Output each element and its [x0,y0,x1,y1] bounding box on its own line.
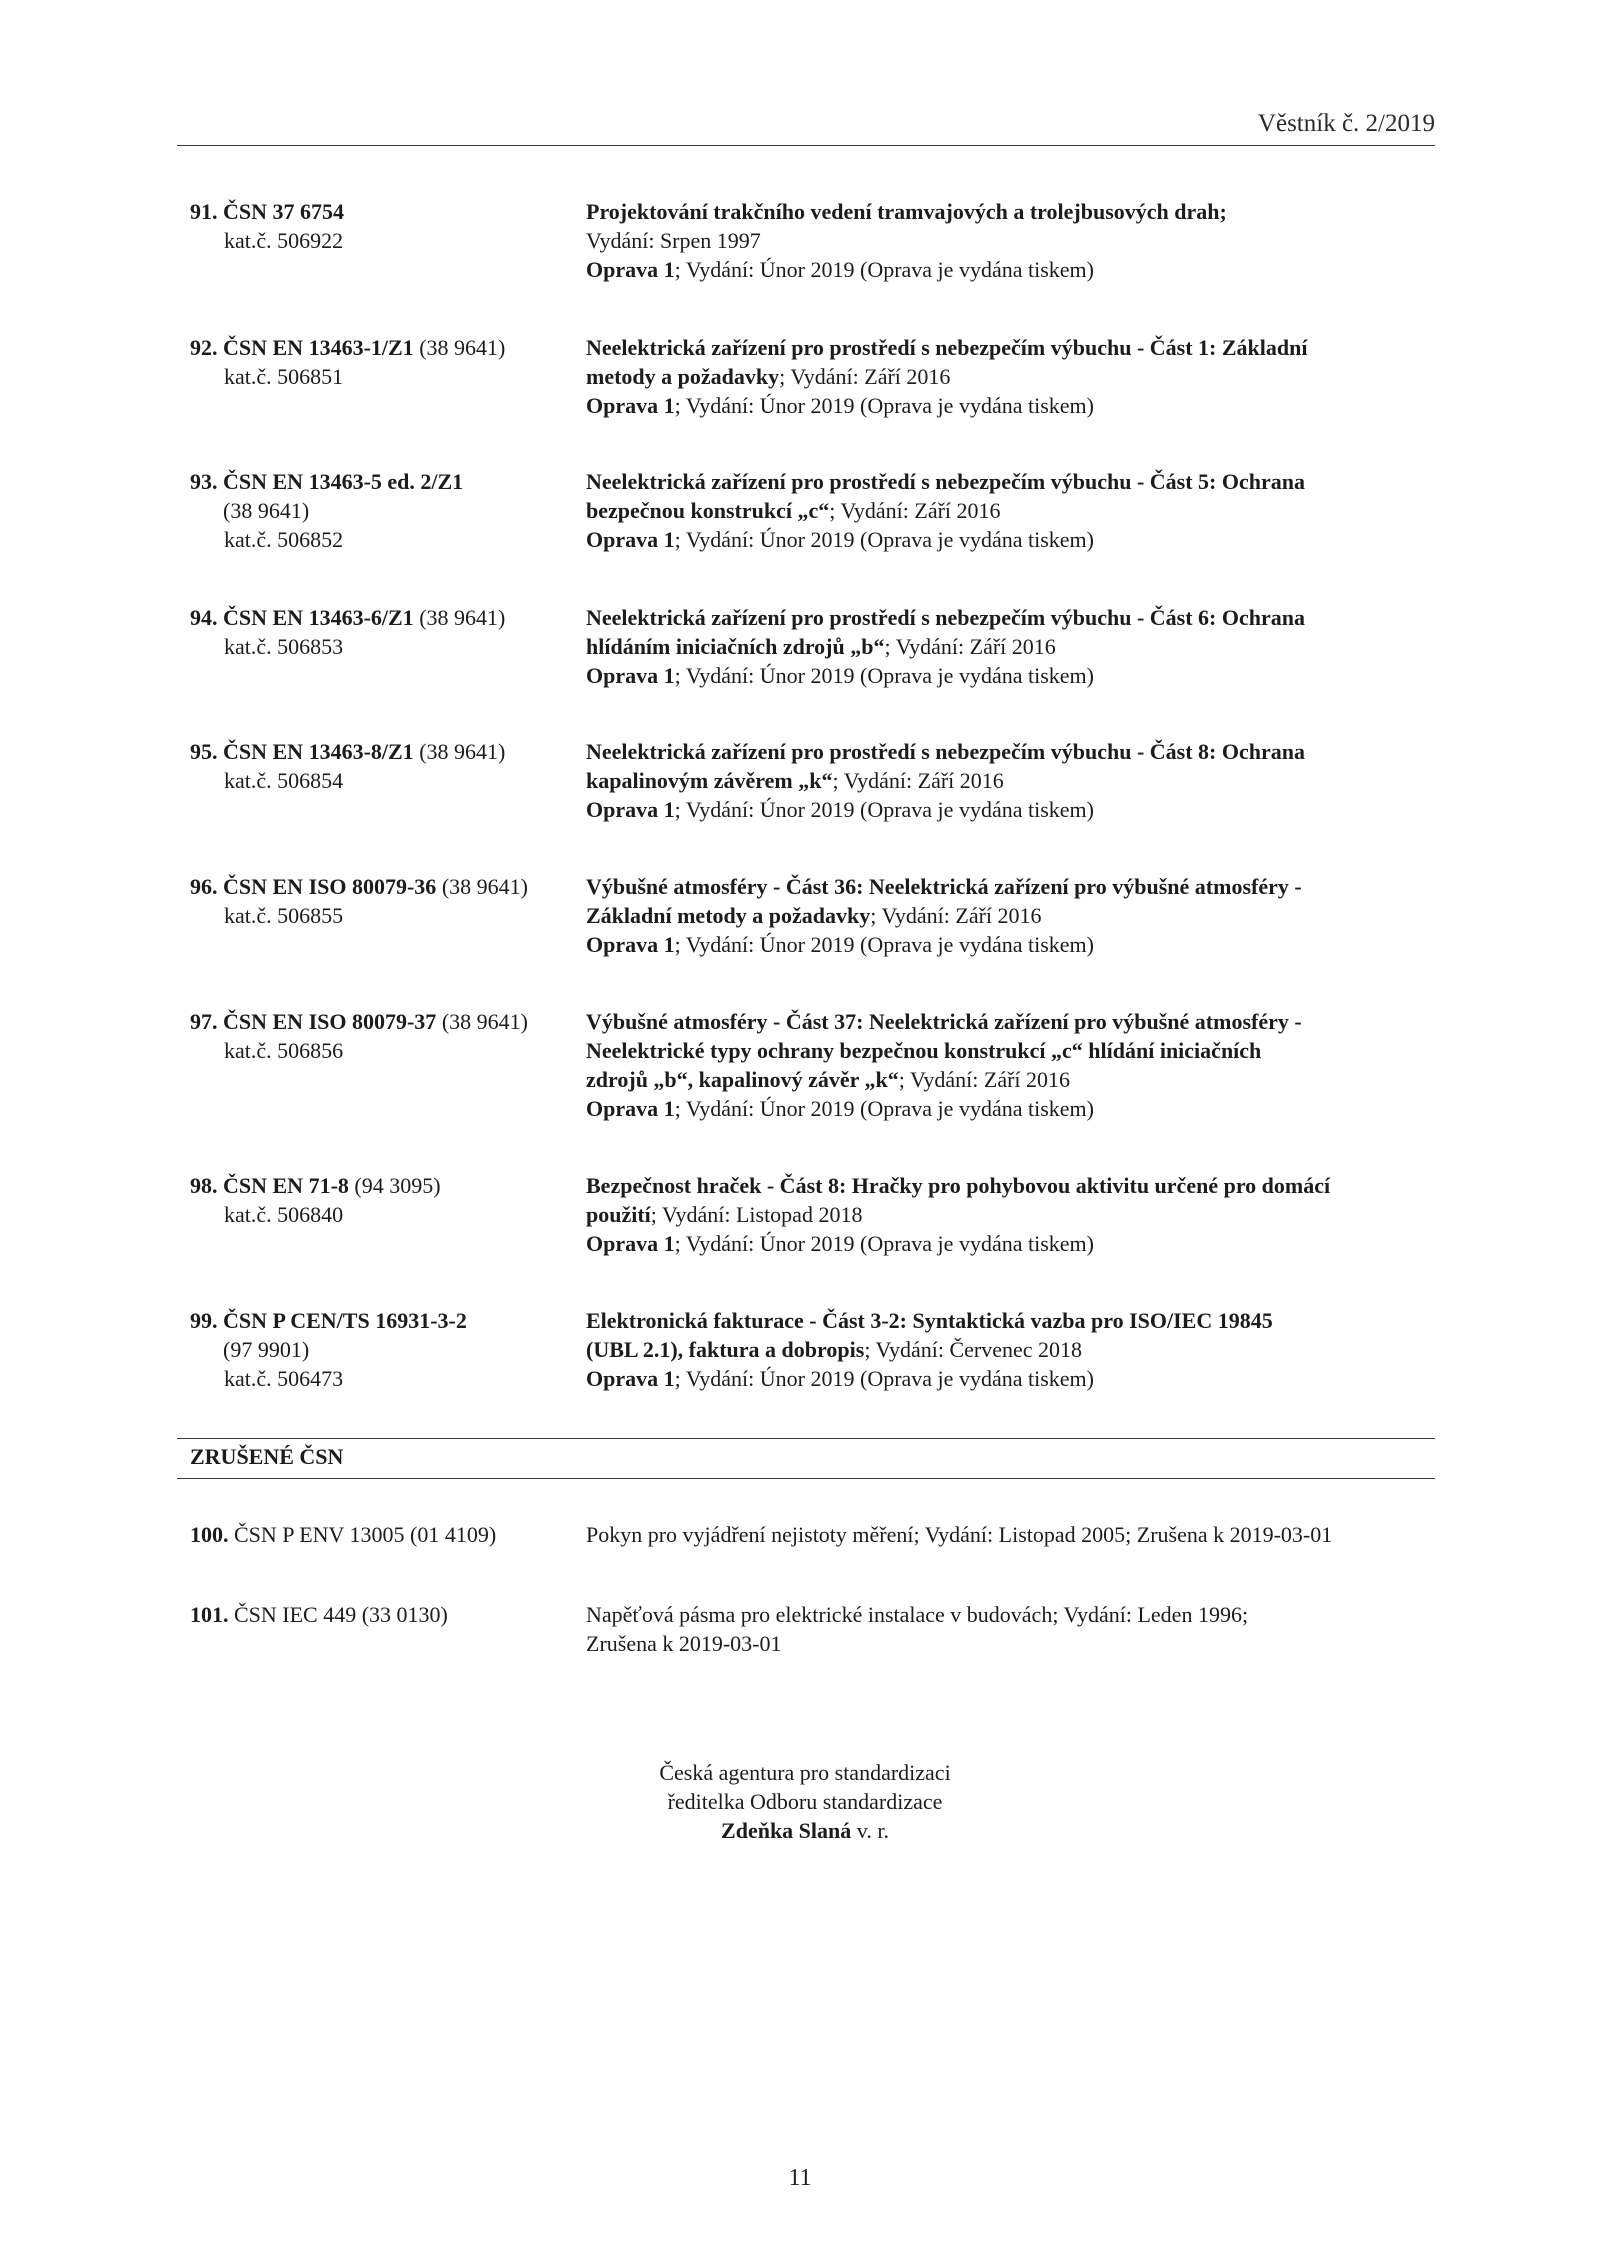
entry-title-line: Základní metody a požadavky [586,903,871,928]
entry-code: ČSN P ENV 13005 (01 4109) [228,1522,497,1547]
entry-number: 94. [190,605,218,630]
signature-suffix: v. r. [851,1818,889,1843]
page-number: 11 [788,2165,812,2191]
entry-number: 93. [190,469,218,494]
entry-oprava-detail: ; Vydání: Únor 2019 (Oprava je vydána tiskem) [674,1096,1094,1121]
entry-oprava-detail: ; Vydání: Únor 2019 (Oprava je vydána tiskem) [674,932,1094,957]
entry-kat: kat.č. 506922 [224,228,344,253]
entry-number: 100. [190,1522,229,1547]
entry-oprava-detail: ; Vydání: Únor 2019 (Oprava je vydána tiskem) [674,1366,1094,1391]
section-rule-top [177,1438,1435,1439]
entry-code-suffix: (38 9641) [413,605,506,630]
entry-title-line: Neelektrická zařízení pro prostředí s nebezpečím výbuchu - Část 5: Ochrana [586,469,1305,494]
entry-code-suffix: (38 9641) [436,874,528,899]
entry-code: ČSN EN ISO 80079-36 [223,874,437,899]
entry-title-line: bezpečnou konstrukcí „c“ [586,498,830,523]
entry-code: ČSN P CEN/TS 16931-3-2 [223,1308,467,1333]
entry-kat: kat.č. 506855 [224,903,344,928]
entry-oprava-detail: ; Vydání: Únor 2019 (Oprava je vydána tiskem) [674,393,1094,418]
entry-kat: kat.č. 506854 [224,768,344,793]
entry-title-line: Neelektrická zařízení pro prostředí s nebezpečím výbuchu - Část 1: Základní [586,335,1308,360]
entry-code-suffix: (38 9641) [413,335,506,360]
entry-left [190,197,580,255]
entry-code: ČSN EN 13463-1/Z1 [223,335,414,360]
entry-issue: ; Vydání: Září 2016 [898,1067,1071,1092]
signature-name: Zdeňka Slaná [721,1818,852,1843]
entry-issue: ; Vydání: Září 2016 [884,634,1056,659]
entry-kat: kat.č. 506840 [224,1202,344,1227]
entry-kat: kat.č. 506853 [224,634,344,659]
signature-block [500,1758,1110,1845]
entry-title-line: Výbušné atmosféry - Část 36: Neelektrická zařízení pro výbušné atmosféry - [586,874,1302,899]
entry-oprava-detail: ; Vydání: Únor 2019 (Oprava je vydána tiskem) [674,527,1094,552]
entry-title-line: Elektronická fakturace - Část 3-2: Syntaktická vazba pro ISO/IEC 19845 [586,1308,1273,1333]
entry-oprava: Oprava 1 [586,797,675,822]
entry-code: ČSN EN ISO 80079-37 [223,1009,437,1034]
cancelled-text: Napěťová pásma pro elektrické instalace v budovách; Vydání: Leden 1996; [586,1602,1249,1627]
entry-oprava: Oprava 1 [586,1231,675,1256]
entry-title-line: hlídáním iniciačních zdrojů „b“ [586,634,885,659]
entry-number: 99. [190,1308,218,1333]
entry-oprava: Oprava 1 [586,527,675,552]
entry-title: Projektování trakčního vedení tramvajových a trolejbusových drah; [586,199,1227,224]
entry-title-line: (UBL 2.1), faktura a dobropis [586,1337,865,1362]
entry-code: ČSN 37 6754 [223,199,345,224]
section-rule-bottom [177,1478,1435,1479]
entry-number: 97. [190,1009,218,1034]
signature-org: Česká agentura pro standardizaci [659,1760,951,1785]
entry-issue: ; Vydání: Červenec 2018 [864,1337,1083,1362]
entry-issue: ; Vydání: Listopad 2018 [650,1202,863,1227]
entry-title-line: Neelektrická zařízení pro prostředí s nebezpečím výbuchu - Část 8: Ochrana [586,739,1305,764]
entry-right [586,197,1446,284]
entry-title-line: zdrojů „b“, kapalinový závěr „k“ [586,1067,899,1092]
entry-number: 95. [190,739,218,764]
entry-title-line: kapalinovým závěrem „k“ [586,768,833,793]
entry-code: ČSN EN 13463-6/Z1 [223,605,414,630]
entry-title-line: použití [586,1202,651,1227]
section-title-cancelled: ZRUŠENÉ ČSN [190,1444,344,1469]
entry-oprava: Oprava 1 [586,1096,675,1121]
entry-code-line2: (38 9641) [223,498,310,523]
cancelled-text: Zrušena k 2019-03-01 [586,1631,782,1656]
entry-oprava-detail: ; Vydání: Únor 2019 (Oprava je vydána tiskem) [674,663,1094,688]
entry-kat: kat.č. 506856 [224,1038,344,1063]
entry-issue: Vydání: Srpen 1997 [586,228,761,253]
entry-code: ČSN EN 71-8 [223,1173,349,1198]
entry-oprava: Oprava 1 [586,257,675,282]
entry-oprava: Oprava 1 [586,932,675,957]
entry-oprava-detail: ; Vydání: Únor 2019 (Oprava je vydána tiskem) [674,797,1094,822]
entry-code-suffix: (94 3095) [348,1173,441,1198]
entry-issue: ; Vydání: Září 2016 [870,903,1042,928]
entry-title-line: Bezpečnost hraček - Část 8: Hračky pro pohybovou aktivitu určené pro domácí [586,1173,1331,1198]
entry-oprava: Oprava 1 [586,393,675,418]
header-rule [177,145,1435,146]
cancelled-text: Pokyn pro vyjádření nejistoty měření; Vydání: Listopad 2005; Zrušena k 2019-03-01 [586,1522,1333,1547]
entry-kat: kat.č. 506473 [224,1366,344,1391]
entry-number: 98. [190,1173,218,1198]
entry-code: ČSN IEC 449 (33 0130) [228,1602,448,1627]
entry-issue: ; Vydání: Září 2016 [829,498,1001,523]
entry-number: 96. [190,874,218,899]
entry-oprava: Oprava 1 [586,663,675,688]
entry-code-suffix: (38 9641) [436,1009,528,1034]
entry-title-line: Neelektrické typy ochrany bezpečnou konstrukcí „c“ hlídání iniciačních [586,1038,1262,1063]
entry-title-line: Výbušné atmosféry - Část 37: Neelektrická zařízení pro výbušné atmosféry - [586,1009,1302,1034]
entry-oprava: Oprava 1 [586,1366,675,1391]
page-header: Věstník č. 2/2019 [1257,110,1435,137]
signature-role: ředitelka Odboru standardizace [667,1789,943,1814]
entry-code-suffix: (38 9641) [413,739,506,764]
entry-oprava-detail: ; Vydání: Únor 2019 (Oprava je vydána tiskem) [674,1231,1094,1256]
entry-number: 92. [190,335,218,360]
entry-title-line: Neelektrická zařízení pro prostředí s nebezpečím výbuchu - Část 6: Ochrana [586,605,1305,630]
entry-issue: ; Vydání: Září 2016 [779,364,951,389]
entry-code: ČSN EN 13463-5 ed. 2/Z1 [223,469,464,494]
entry-number: 101. [190,1602,229,1627]
entry-issue: ; Vydání: Září 2016 [832,768,1004,793]
entry-number: 91. [190,199,218,224]
entry-kat: kat.č. 506852 [224,527,344,552]
entry-code-line2: (97 9901) [223,1337,310,1362]
entry-title-line: metody a požadavky [586,364,780,389]
entry-kat: kat.č. 506851 [224,364,344,389]
entry-code: ČSN EN 13463-8/Z1 [223,739,414,764]
entry-oprava-detail: ; Vydání: Únor 2019 (Oprava je vydána tiskem) [674,257,1094,282]
